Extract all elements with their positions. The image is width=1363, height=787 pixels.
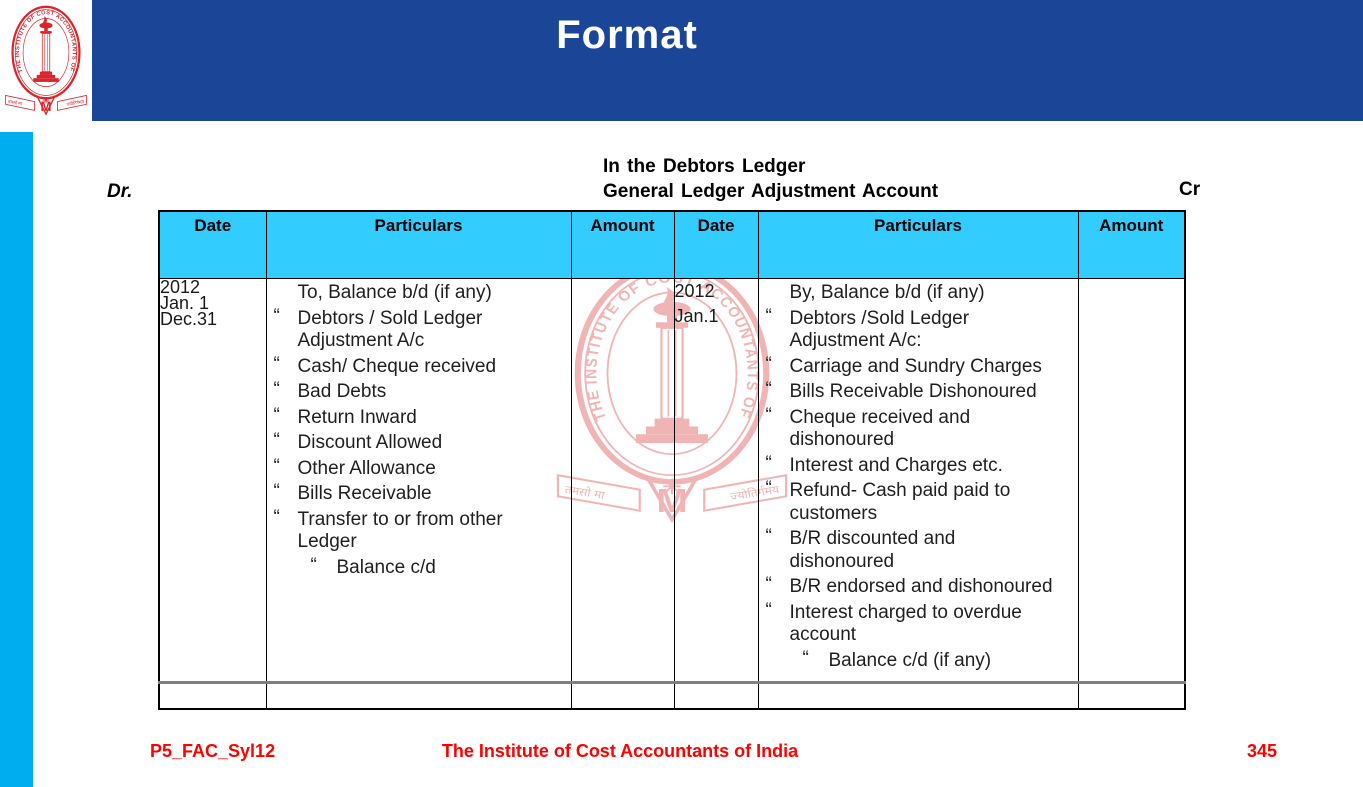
entry-line: Debtors /Sold Ledger xyxy=(789,307,970,329)
debit-amount-cell xyxy=(571,279,674,683)
entry-line: Bad Debts xyxy=(297,381,387,402)
ledger-entry xyxy=(267,282,571,305)
ditto-mark: “ xyxy=(273,353,280,375)
ledger-entry xyxy=(267,353,571,379)
empty-cell xyxy=(674,683,758,710)
ledger-entry xyxy=(759,404,1078,452)
entry-line: Refund- Cash paid paid to xyxy=(789,480,1011,501)
date-line: Jan.1 xyxy=(674,306,719,326)
entry-line: Balance c/d xyxy=(336,556,436,578)
entry-line: B/R endorsed and dishonoured xyxy=(789,576,1053,597)
entry-line: Interest and Charges etc. xyxy=(789,454,1003,476)
empty-cell xyxy=(571,683,674,710)
column-header-date-credit: Date xyxy=(674,211,758,279)
credit-amount-cell xyxy=(1078,279,1185,683)
date-line: 2012 xyxy=(674,281,715,301)
ditto-mark: “ xyxy=(273,430,280,451)
ledger-entry xyxy=(759,599,1078,647)
ledger-entry xyxy=(267,506,571,554)
empty-cell xyxy=(1078,683,1185,710)
ditto-mark: “ xyxy=(765,478,772,499)
ledger-entry xyxy=(267,483,571,506)
ditto-mark: “ xyxy=(765,452,772,474)
entry-line: Carriage and Sundry Charges xyxy=(789,355,1042,377)
footer-page-number: 345 xyxy=(1247,741,1278,761)
ditto-mark: “ xyxy=(765,526,772,547)
entry-line: Debtors / Sold Ledger xyxy=(297,307,483,329)
table-body-row xyxy=(159,279,1185,683)
debit-particulars-cell xyxy=(266,279,571,683)
entry-line: Adjustment A/c xyxy=(297,330,425,351)
column-header-date-debit: Date xyxy=(159,211,266,279)
empty-cell xyxy=(159,683,266,710)
entry-line: account xyxy=(789,624,857,645)
entry-line: Interest charged to overdue xyxy=(789,601,1022,623)
credit-date-cell xyxy=(674,279,758,683)
debit-date-cell xyxy=(159,279,266,683)
ledger-entry xyxy=(267,404,571,430)
ledger-entry xyxy=(267,381,571,404)
entry-line: Return Inward xyxy=(297,406,417,428)
cr-label: Cr xyxy=(1179,179,1201,200)
entry-line: Other Allowance xyxy=(297,457,436,479)
ditto-mark: “ xyxy=(273,379,280,400)
entry-line: Discount Allowed xyxy=(297,432,443,453)
ditto-mark: “ xyxy=(765,305,772,327)
entry-line: Cash/ Cheque received xyxy=(297,355,497,377)
ledger-entry xyxy=(759,647,1078,673)
credit-particulars-cell xyxy=(758,279,1078,683)
empty-cell xyxy=(266,683,571,710)
column-header-amount-credit: Amount xyxy=(1078,211,1185,279)
ditto-mark: “ xyxy=(273,455,280,477)
entry-line: Bills Receivable xyxy=(297,483,432,504)
date-line: 2012 xyxy=(160,277,201,297)
side-accent-strip xyxy=(0,132,33,787)
ditto-mark: “ xyxy=(273,404,280,426)
column-header-amount-debit: Amount xyxy=(571,211,674,279)
ledger-entry xyxy=(267,455,571,481)
ditto-mark: “ xyxy=(765,574,772,595)
ditto-mark: “ xyxy=(802,647,809,669)
ditto-mark: “ xyxy=(765,379,772,400)
entry-line: B/R discounted and xyxy=(789,528,956,549)
ditto-mark: “ xyxy=(273,506,280,528)
ledger-entry xyxy=(759,381,1078,404)
ledger-entry xyxy=(759,480,1078,525)
ditto-mark: “ xyxy=(765,404,772,426)
footer-institute-name: The Institute of Cost Accountants of India xyxy=(441,741,799,761)
ledger-account-title: General Ledger Adjustment Account xyxy=(603,181,939,202)
ledger-entry xyxy=(267,432,571,455)
slide-header-banner xyxy=(92,0,1363,121)
logo-box xyxy=(0,0,92,121)
ditto-mark: “ xyxy=(273,305,280,327)
ledger-entry xyxy=(267,554,571,580)
ditto-mark: “ xyxy=(765,353,772,375)
entry-line: dishonoured xyxy=(789,550,895,572)
entry-line: Ledger xyxy=(297,531,357,552)
ditto-mark: “ xyxy=(273,481,280,502)
date-line: Dec.31 xyxy=(160,309,218,329)
institute-logo xyxy=(2,4,90,116)
entry-line: Transfer to or from other xyxy=(297,508,503,530)
ledger-entry xyxy=(759,576,1078,599)
empty-cell xyxy=(758,683,1078,710)
entry-line: Balance c/d (if any) xyxy=(828,649,992,671)
ledger-entry xyxy=(759,528,1078,573)
entry-line: dishonoured xyxy=(789,429,895,450)
ledger-table xyxy=(158,210,1186,710)
entry-line: Cheque received and xyxy=(789,406,971,428)
ditto-mark: “ xyxy=(765,599,772,621)
column-header-particulars-debit: Particulars xyxy=(266,211,571,279)
ledger-entry xyxy=(759,353,1078,379)
entry-line: By, Balance b/d (if any) xyxy=(789,282,985,303)
footer-doc-code: P5_FAC_Syl12 xyxy=(150,741,276,761)
ledger-location: In the Debtors Ledger xyxy=(603,156,806,177)
entry-line: customers xyxy=(789,502,878,524)
ledger-entry xyxy=(759,452,1078,478)
ledger-entry xyxy=(759,305,1078,353)
entry-line: Bills Receivable Dishonoured xyxy=(789,381,1037,402)
entry-line: Adjustment A/c: xyxy=(789,330,922,351)
entry-line: To, Balance b/d (if any) xyxy=(297,282,492,303)
ledger-entry xyxy=(759,282,1078,305)
ledger-entry xyxy=(267,305,571,353)
table-header-row xyxy=(159,211,1185,279)
table-empty-row xyxy=(159,683,1185,710)
ditto-mark: “ xyxy=(310,554,317,576)
date-line: Jan. 1 xyxy=(160,293,210,313)
slide-title: Format xyxy=(556,13,698,57)
dr-label: Dr. xyxy=(107,181,133,202)
column-header-particulars-credit: Particulars xyxy=(758,211,1078,279)
